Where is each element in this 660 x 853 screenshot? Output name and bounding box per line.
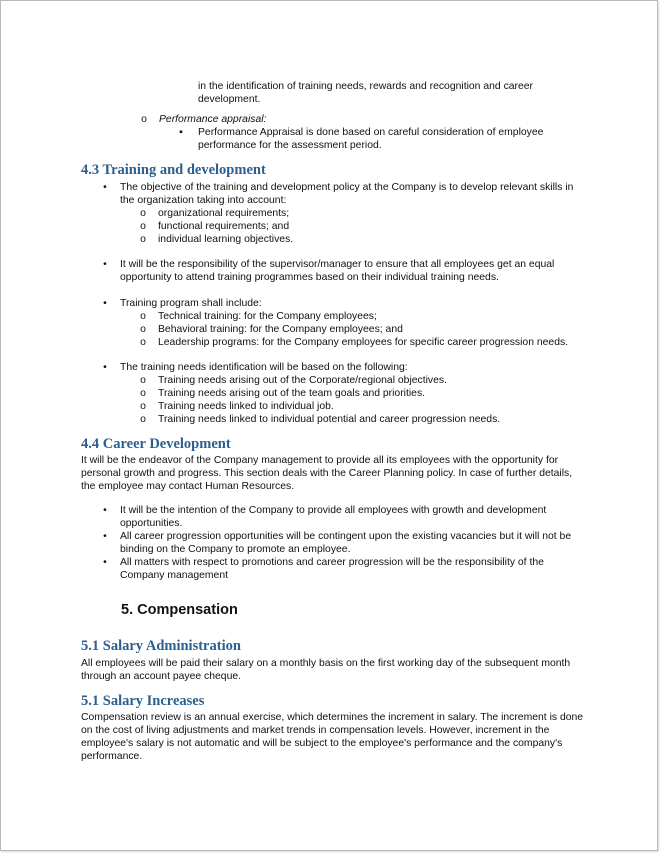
sub-item: Training needs linked to individual job.	[158, 401, 334, 412]
sub-item: individual learning objectives.	[158, 234, 294, 245]
sub-item: Leadership programs: for the Company employees for specific career progression needs.	[158, 337, 569, 348]
performance-appraisal-label: Performance appraisal:	[159, 114, 267, 125]
sub-item: Technical training: for the Company employees;	[158, 311, 377, 322]
hollow-bullet-icon: o	[140, 388, 146, 399]
hollow-bullet-icon: o	[140, 221, 146, 232]
hollow-bullet-icon: o	[141, 114, 147, 125]
hollow-bullet-icon: o	[140, 234, 146, 245]
bullet-icon: •	[103, 362, 107, 373]
hollow-bullet-icon: o	[140, 324, 146, 335]
bullet-icon: •	[103, 182, 107, 193]
career-bullet-text: All matters with respect to promotions and career progression will be the responsibility of the Company management	[120, 557, 544, 581]
bullet-icon: •	[103, 505, 107, 516]
bullet-icon: •	[103, 259, 107, 270]
section-heading-5: 5. Compensation	[121, 602, 238, 618]
training-objective-text: The objective of the training and development policy at the Company is to develop relevant skills in the organization taking into account:	[120, 182, 574, 206]
sub-item: Training needs arising out of the team goals and priorities.	[158, 388, 426, 399]
hollow-bullet-icon: o	[140, 337, 146, 348]
needs-identification-text: The training needs identification will be based on the following:	[120, 362, 408, 373]
section-heading-4-4: 4.4 Career Development	[81, 436, 231, 452]
career-intro-text: It will be the endeavor of the Company management to provide all its employees with the opportunity for personal growth and progress. This section deals with the Career Planning policy. In case of further details, the employee may contact Human Resources.	[81, 455, 573, 492]
career-bullet-text: All career progression opportunities will be contingent upon the existing vacancies but it will not be binding on the Company to promote an employee.	[120, 531, 572, 555]
hollow-bullet-icon: o	[140, 208, 146, 219]
hollow-bullet-icon: o	[140, 401, 146, 412]
section-heading-4-3: 4.3 Training and development	[81, 162, 266, 178]
performance-appraisal-text: Performance Appraisal is done based on careful consideration of employee performance for the assessment period.	[198, 127, 544, 151]
career-bullet-text: It will be the intention of the Company to provide all employees with growth and development opportunities.	[120, 505, 547, 529]
bullet-icon: •	[103, 298, 107, 309]
training-program-text: Training program shall include:	[120, 298, 262, 309]
hollow-bullet-icon: o	[140, 311, 146, 322]
supervisor-responsibility-text: It will be the responsibility of the supervisor/manager to ensure that all employees get an equal opportunity to attend training programmes based on their individual training needs.	[120, 259, 555, 283]
sub-item: Behavioral training: for the Company employees; and	[158, 324, 403, 335]
sub-item: functional requirements; and	[158, 221, 290, 232]
bullet-icon: •	[103, 531, 107, 542]
sub-item: Training needs arising out of the Corporate/regional objectives.	[158, 375, 447, 386]
sub-item: Training needs linked to individual potential and career progression needs.	[158, 414, 501, 425]
bullet-icon: •	[103, 557, 107, 568]
section-heading-5-1-increases: 5.1 Salary Increases	[81, 693, 205, 709]
salary-administration-text: All employees will be paid their salary on a monthly basis on the first working day of the subsequent month through an account payee cheque.	[81, 658, 571, 682]
square-bullet-icon: ▪	[179, 127, 183, 138]
hollow-bullet-icon: o	[140, 414, 146, 425]
carryover-text: in the identification of training needs, rewards and recognition and career development.	[198, 81, 534, 105]
sub-item: organizational requirements;	[158, 208, 290, 219]
hollow-bullet-icon: o	[140, 375, 146, 386]
section-heading-5-1: 5.1 Salary Administration	[81, 638, 241, 654]
salary-increases-text: Compensation review is an annual exercise, which determines the increment in salary. The increment is done on the cost of living adjustments and market trends in compensation levels. However, increment in the employee's salary is not automatic and will be subject to the employee's performance and the company's performance.	[81, 712, 584, 762]
